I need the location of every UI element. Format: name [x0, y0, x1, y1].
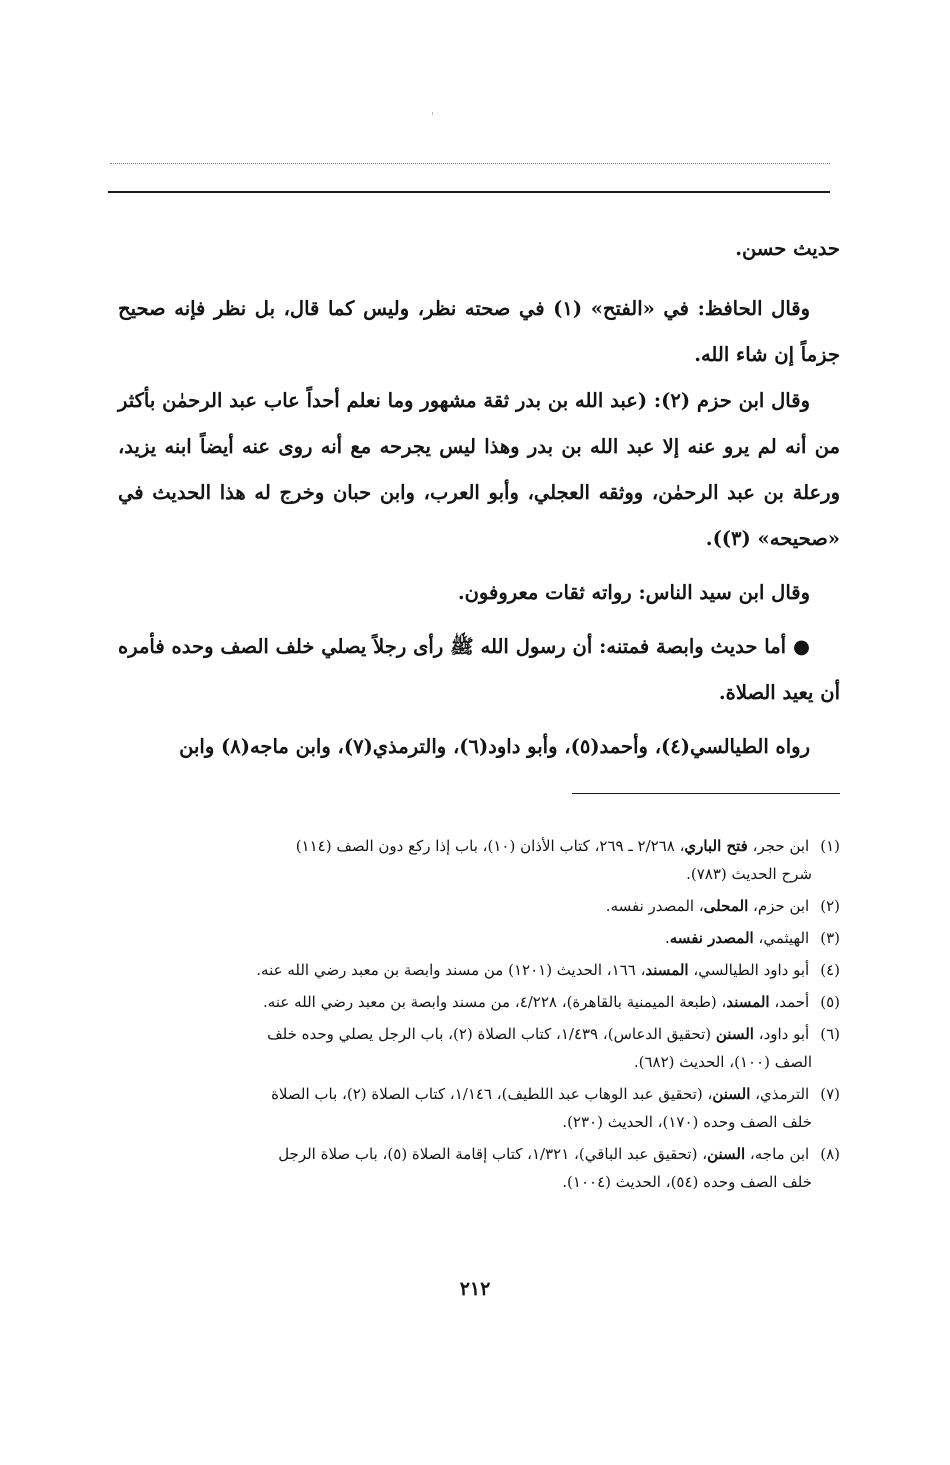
footnote-text: أحمد، — [769, 993, 810, 1011]
footnote-text: الهيثمي، — [753, 929, 810, 947]
footnote-number: (٢) — [820, 897, 840, 915]
header-rule — [108, 191, 830, 193]
footnote-continuation: خلف الصف وحده (٥٤)، الحديث (١٠٠٤). — [562, 1173, 812, 1191]
main-text — [118, 226, 840, 770]
footnote-continuation: خلف الصف وحده (١٧٠)، الحديث (٢٣٠). — [562, 1113, 812, 1131]
footnote-text: أبو داود الطيالسي، — [688, 961, 810, 979]
footnote-text: ابن حجر، — [747, 837, 810, 855]
footnote-source-title: السنن — [712, 1085, 751, 1103]
footnote-source-title: فتح الباري — [684, 837, 748, 855]
scan-speck — [432, 112, 433, 115]
footnote-text: ، ١٦٦، الحديث (١٢٠١) من مسند وابصة بن معبد رضي الله عنه. — [256, 961, 646, 979]
footnote-source-title: المسند — [726, 993, 770, 1011]
footnote-source-title: المحلى — [703, 897, 749, 915]
footnote-text: ابن ماجه، — [745, 1145, 810, 1163]
footnote-text: ، المصدر نفسه. — [605, 897, 704, 915]
footnote-text: ابن حزم، — [748, 897, 810, 915]
footnote-6 — [118, 1020, 840, 1076]
footnote-source-title: المصدر نفسه — [669, 929, 754, 947]
footnote-number: (٦) — [820, 1025, 840, 1043]
footnote-source-title: السنن — [715, 1025, 754, 1043]
footnote-text: (تحقيق الدعاس)، ١/٤٣٩، كتاب الصلاة (٢)، باب الرجل يصلي وحده خلف — [267, 1025, 716, 1043]
page-number: ٢١٢ — [459, 1278, 491, 1300]
paragraph-4: وقال ابن سيد الناس: رواته ثقات معروفون. — [457, 581, 810, 604]
footnote-text: . — [664, 929, 670, 947]
footnote-4 — [118, 956, 840, 984]
paragraph-6: رواه الطيالسي(٤)، وأحمد(٥)، وأبو داود(٦)، والترمذي(٧)، وابن ماجه(٨) وابن — [179, 735, 810, 758]
footnote-3 — [118, 924, 840, 952]
footnote-continuation: شرح الحديث (٧٨٣). — [686, 865, 812, 883]
header-dotted-rule — [110, 163, 830, 164]
footnote-number: (٤) — [820, 961, 840, 979]
footnotes — [118, 832, 840, 1200]
footnote-text: الترمذي، — [750, 1085, 810, 1103]
footnote-separator — [572, 793, 840, 794]
footnote-text: ، (تحقيق عبد الوهاب عبد اللطيف)، ١/١٤٦، كتاب الصلاة (٢)، باب الصلاة — [271, 1085, 713, 1103]
footnote-number: (٣) — [820, 929, 840, 947]
footnote-1 — [118, 832, 840, 888]
footnote-number: (٧) — [820, 1085, 840, 1103]
footnote-source-title: المسند — [645, 961, 689, 979]
paragraph-1: حديث حسن. — [735, 237, 840, 260]
footnote-text: ، ٢/٢٦٨ ـ ٢٦٩، كتاب الأذان (١٠)، باب إذا ركع دون الصف (١١٤) — [295, 837, 685, 855]
footnote-text: ، (تحقيق عبد الباقي)، ١/٣٢١، كتاب إقامة الصلاة (٥)، باب صلاة الرجل — [278, 1145, 708, 1163]
paragraph-3: وقال ابن حزم (٢): (عبد الله بن بدر ثقة مشهور وما نعلم أحداً عاب عبد الرحمٰن بأكثر من أنه لم يرو عنه إلا عبد الله بن بدر وهذا ليس يجرحه مع أنه روى عنه أيضاً ابنه يزيد، ورعلة بن عبد الرحمٰن، ووثقه العجلي، وأبو العرب، وابن حبان وخرج له هذا الحديث في «صحيحه» (٣)). — [118, 389, 840, 550]
footnote-8 — [118, 1140, 840, 1196]
paragraph-5: ● أما حديث وابصة فمتنه: أن رسول الله ﷺ رأى رجلاً يصلي خلف الصف وحده فأمره أن يعيد الصلاة. — [118, 635, 840, 704]
footnote-text: أبو داود، — [753, 1025, 810, 1043]
footnote-source-title: السنن — [707, 1145, 746, 1163]
footnote-7 — [118, 1080, 840, 1136]
footnote-text: ، (طبعة الميمنية بالقاهرة)، ٤/٢٢٨، من مسند وابصة بن معبد رضي الله عنه. — [263, 993, 727, 1011]
paragraph-2: وقال الحافظ: في «الفتح» (١) في صحته نظر، وليس كما قال، بل نظر فإنه صحيح جزماً إن شاء الله. — [118, 297, 840, 366]
footnote-continuation: الصف (١٠٠)، الحديث (٦٨٢). — [633, 1053, 812, 1071]
footnote-number: (١) — [820, 837, 840, 855]
footnote-5 — [118, 988, 840, 1016]
footnote-2 — [118, 892, 840, 920]
footnote-number: (٨) — [820, 1145, 840, 1163]
footnote-number: (٥) — [820, 993, 840, 1011]
